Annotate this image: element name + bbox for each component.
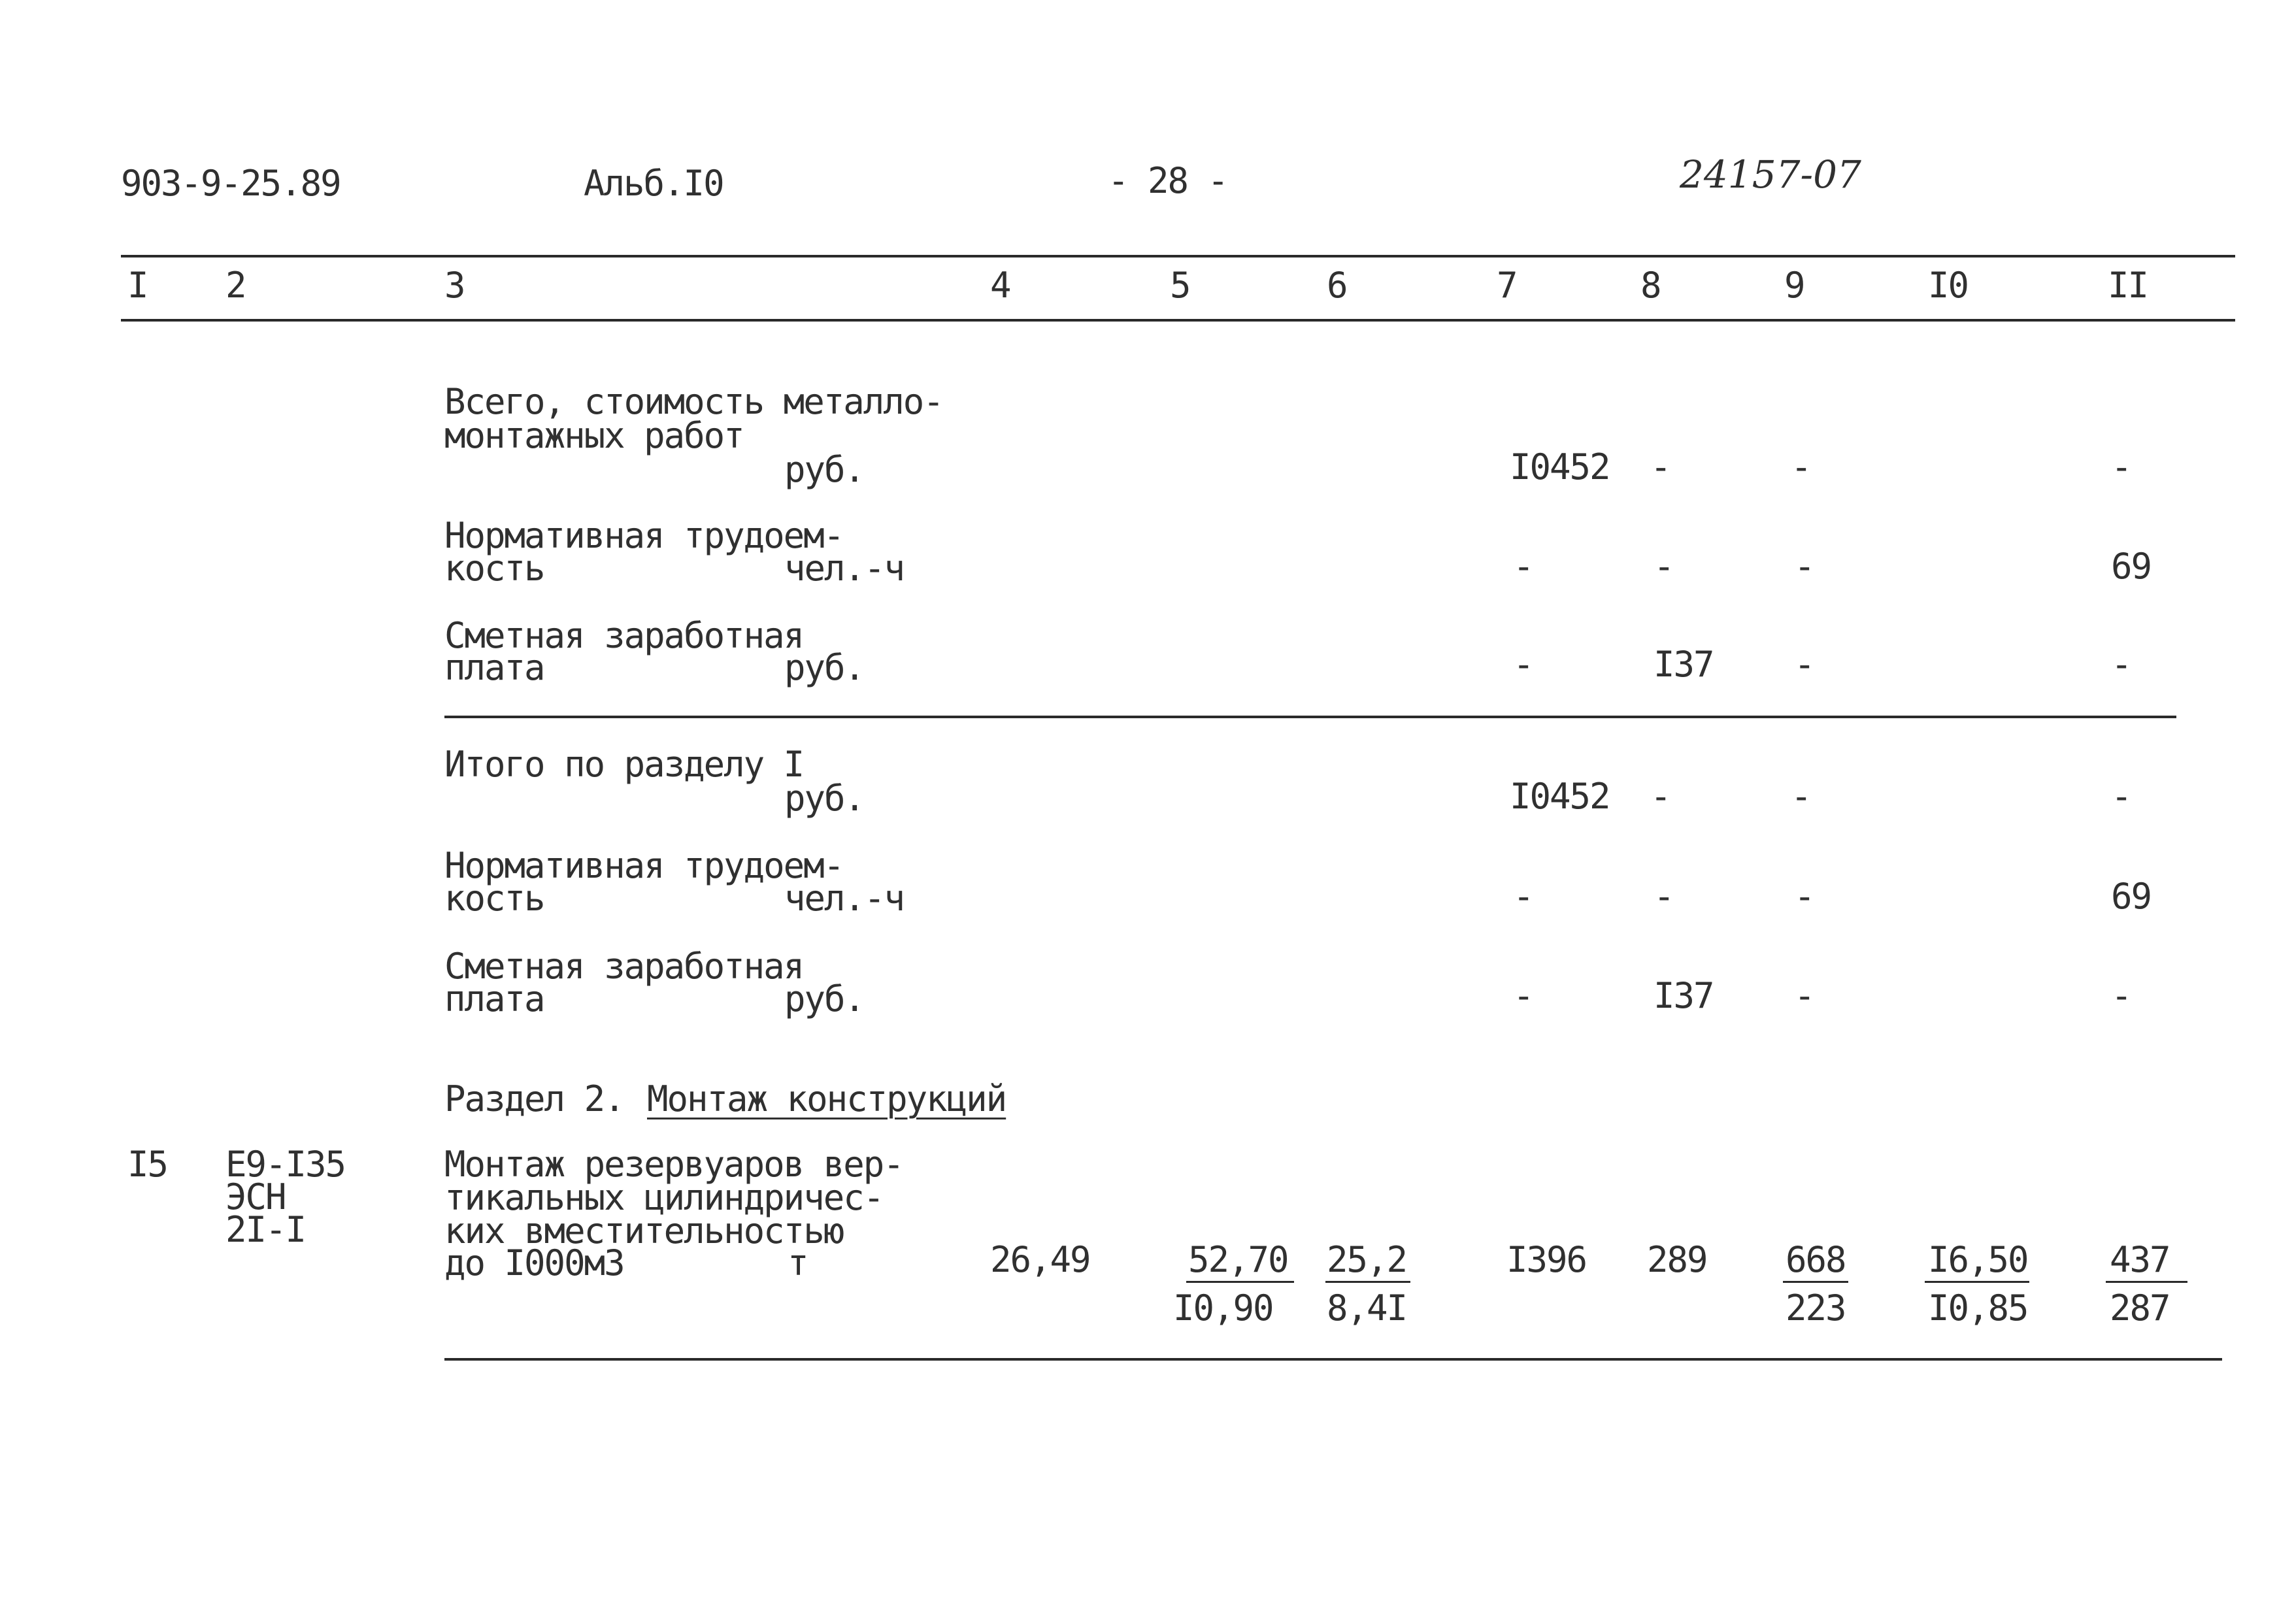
norm-labor-1-unit: чел.-ч [784,548,905,589]
norm-labor-2-col9: - [1794,876,1814,917]
wage-1-col8: I37 [1654,644,1714,685]
col-header-5: 5 [1170,265,1190,306]
col-header-11: II [2108,265,2148,306]
wage-1-col9: - [1794,644,1814,685]
wage-1-label-line2: плата [444,647,544,688]
album-number: Альб.I0 [584,163,723,204]
section2-prefix: Раздел 2. [444,1078,624,1119]
item15-code-line2: ЭСН [225,1176,286,1218]
item15-col11-fraction-line [2106,1281,2187,1283]
total-cost-label-line2: монтажных работ [444,415,744,456]
col-header-6: 6 [1327,265,1347,306]
col-header-8: 8 [1640,265,1661,306]
section-total-label: Итого по разделу I [444,744,804,785]
item15-desc-line1: Монтаж резервуаров вер- [444,1144,903,1185]
item15-col5-bottom: I0,90 [1173,1287,1273,1329]
col-header-2: 2 [225,265,246,306]
wage-2-col9: - [1794,975,1814,1016]
col-header-9: 9 [1784,265,1804,306]
item15-col10-top: I6,50 [1928,1239,2028,1280]
item15-desc-line2: тикальных цилиндричес- [444,1177,884,1218]
norm-labor-1-col9: - [1794,546,1814,587]
item15-number: I5 [127,1144,168,1185]
wage-2-label-line1: Сметная заработная [444,946,804,987]
item15-code-line3: 2I-I [225,1209,306,1250]
item15-col9-top: 668 [1786,1239,1846,1280]
norm-labor-2-unit: чел.-ч [784,878,905,919]
norm-labor-2-label-line2: кость [444,878,544,919]
total-cost-label-line1: Всего, стоимость металло- [444,381,943,422]
item15-unit: т [788,1242,808,1284]
wage-1-col7: - [1513,644,1533,685]
item15-col9-bottom: 223 [1786,1287,1846,1329]
section2-title: Монтаж конструкций [647,1078,1006,1119]
wage-2-label-line2: плата [444,978,544,1019]
section-total-col8: - [1650,776,1671,817]
total-cost-col7: I0452 [1510,446,1610,488]
total-cost-col8: - [1650,446,1671,488]
item15-col7: I396 [1506,1239,1587,1280]
norm-labor-2-label-line1: Нормативная трудоем- [444,845,844,886]
wage-2-col8: I37 [1654,975,1714,1016]
norm-labor-2-col8: - [1654,876,1674,917]
table-top-rule [121,255,2235,257]
item15-col6-bottom: 8,4I [1327,1287,1407,1329]
item15-code-line1: Е9-I35 [225,1144,346,1185]
total-cost-unit: руб. [784,449,865,490]
item15-col11-bottom: 287 [2110,1287,2170,1329]
col-header-1: I [127,265,148,306]
item15-col9-fraction-line [1783,1281,1848,1283]
item15-col8: 289 [1647,1239,1707,1280]
norm-labor-2-col7: - [1513,876,1533,917]
wage-1-col11: - [2111,644,2131,685]
wage-2-unit: руб. [784,978,865,1019]
inventory-number: 24157-07 [1680,152,1861,197]
col-header-4: 4 [990,265,1010,306]
item15-bottom-rule [444,1358,2222,1361]
item15-col10-bottom: I0,85 [1928,1287,2028,1329]
item15-col5-top: 52,70 [1188,1239,1288,1280]
wage-2-col7: - [1513,975,1533,1016]
item15-col6-fraction-line [1325,1281,1410,1283]
item15-desc-line3: ких вместительностью [444,1210,844,1251]
item15-col10-fraction-line [1925,1281,2029,1283]
document-code: 903-9-25.89 [121,163,341,204]
section-total-col11: - [2111,776,2131,817]
wage-1-label-line1: Сметная заработная [444,615,804,656]
item15-col11-top: 437 [2110,1239,2170,1280]
wage-1-unit: руб. [784,647,865,688]
col-header-7: 7 [1497,265,1517,306]
total-cost-col11: - [2111,446,2131,488]
item15-col4: 26,49 [990,1239,1090,1280]
section-total-unit: руб. [784,778,865,819]
norm-labor-1-col8: - [1654,546,1674,587]
wage-2-col11: - [2111,975,2131,1016]
norm-labor-1-label-line1: Нормативная трудоем- [444,515,844,556]
norm-labor-1-col7: - [1513,546,1533,587]
total-cost-col9: - [1791,446,1811,488]
item15-desc-line4: до I000м3 [444,1242,624,1284]
page-number: - 28 - [1108,160,1228,201]
section-total-col9: - [1791,776,1811,817]
col-header-3: 3 [444,265,465,306]
norm-labor-2-col11: 69 [2111,876,2152,917]
item15-col5-fraction-line [1186,1281,1294,1283]
norm-labor-1-label-line2: кость [444,548,544,589]
norm-labor-1-col11: 69 [2111,546,2152,587]
section-total-col7: I0452 [1510,776,1610,817]
col-header-10: I0 [1928,265,1969,306]
item15-col6-top: 25,2 [1327,1239,1407,1280]
section-separator [444,716,2176,718]
table-header-rule [121,319,2235,322]
